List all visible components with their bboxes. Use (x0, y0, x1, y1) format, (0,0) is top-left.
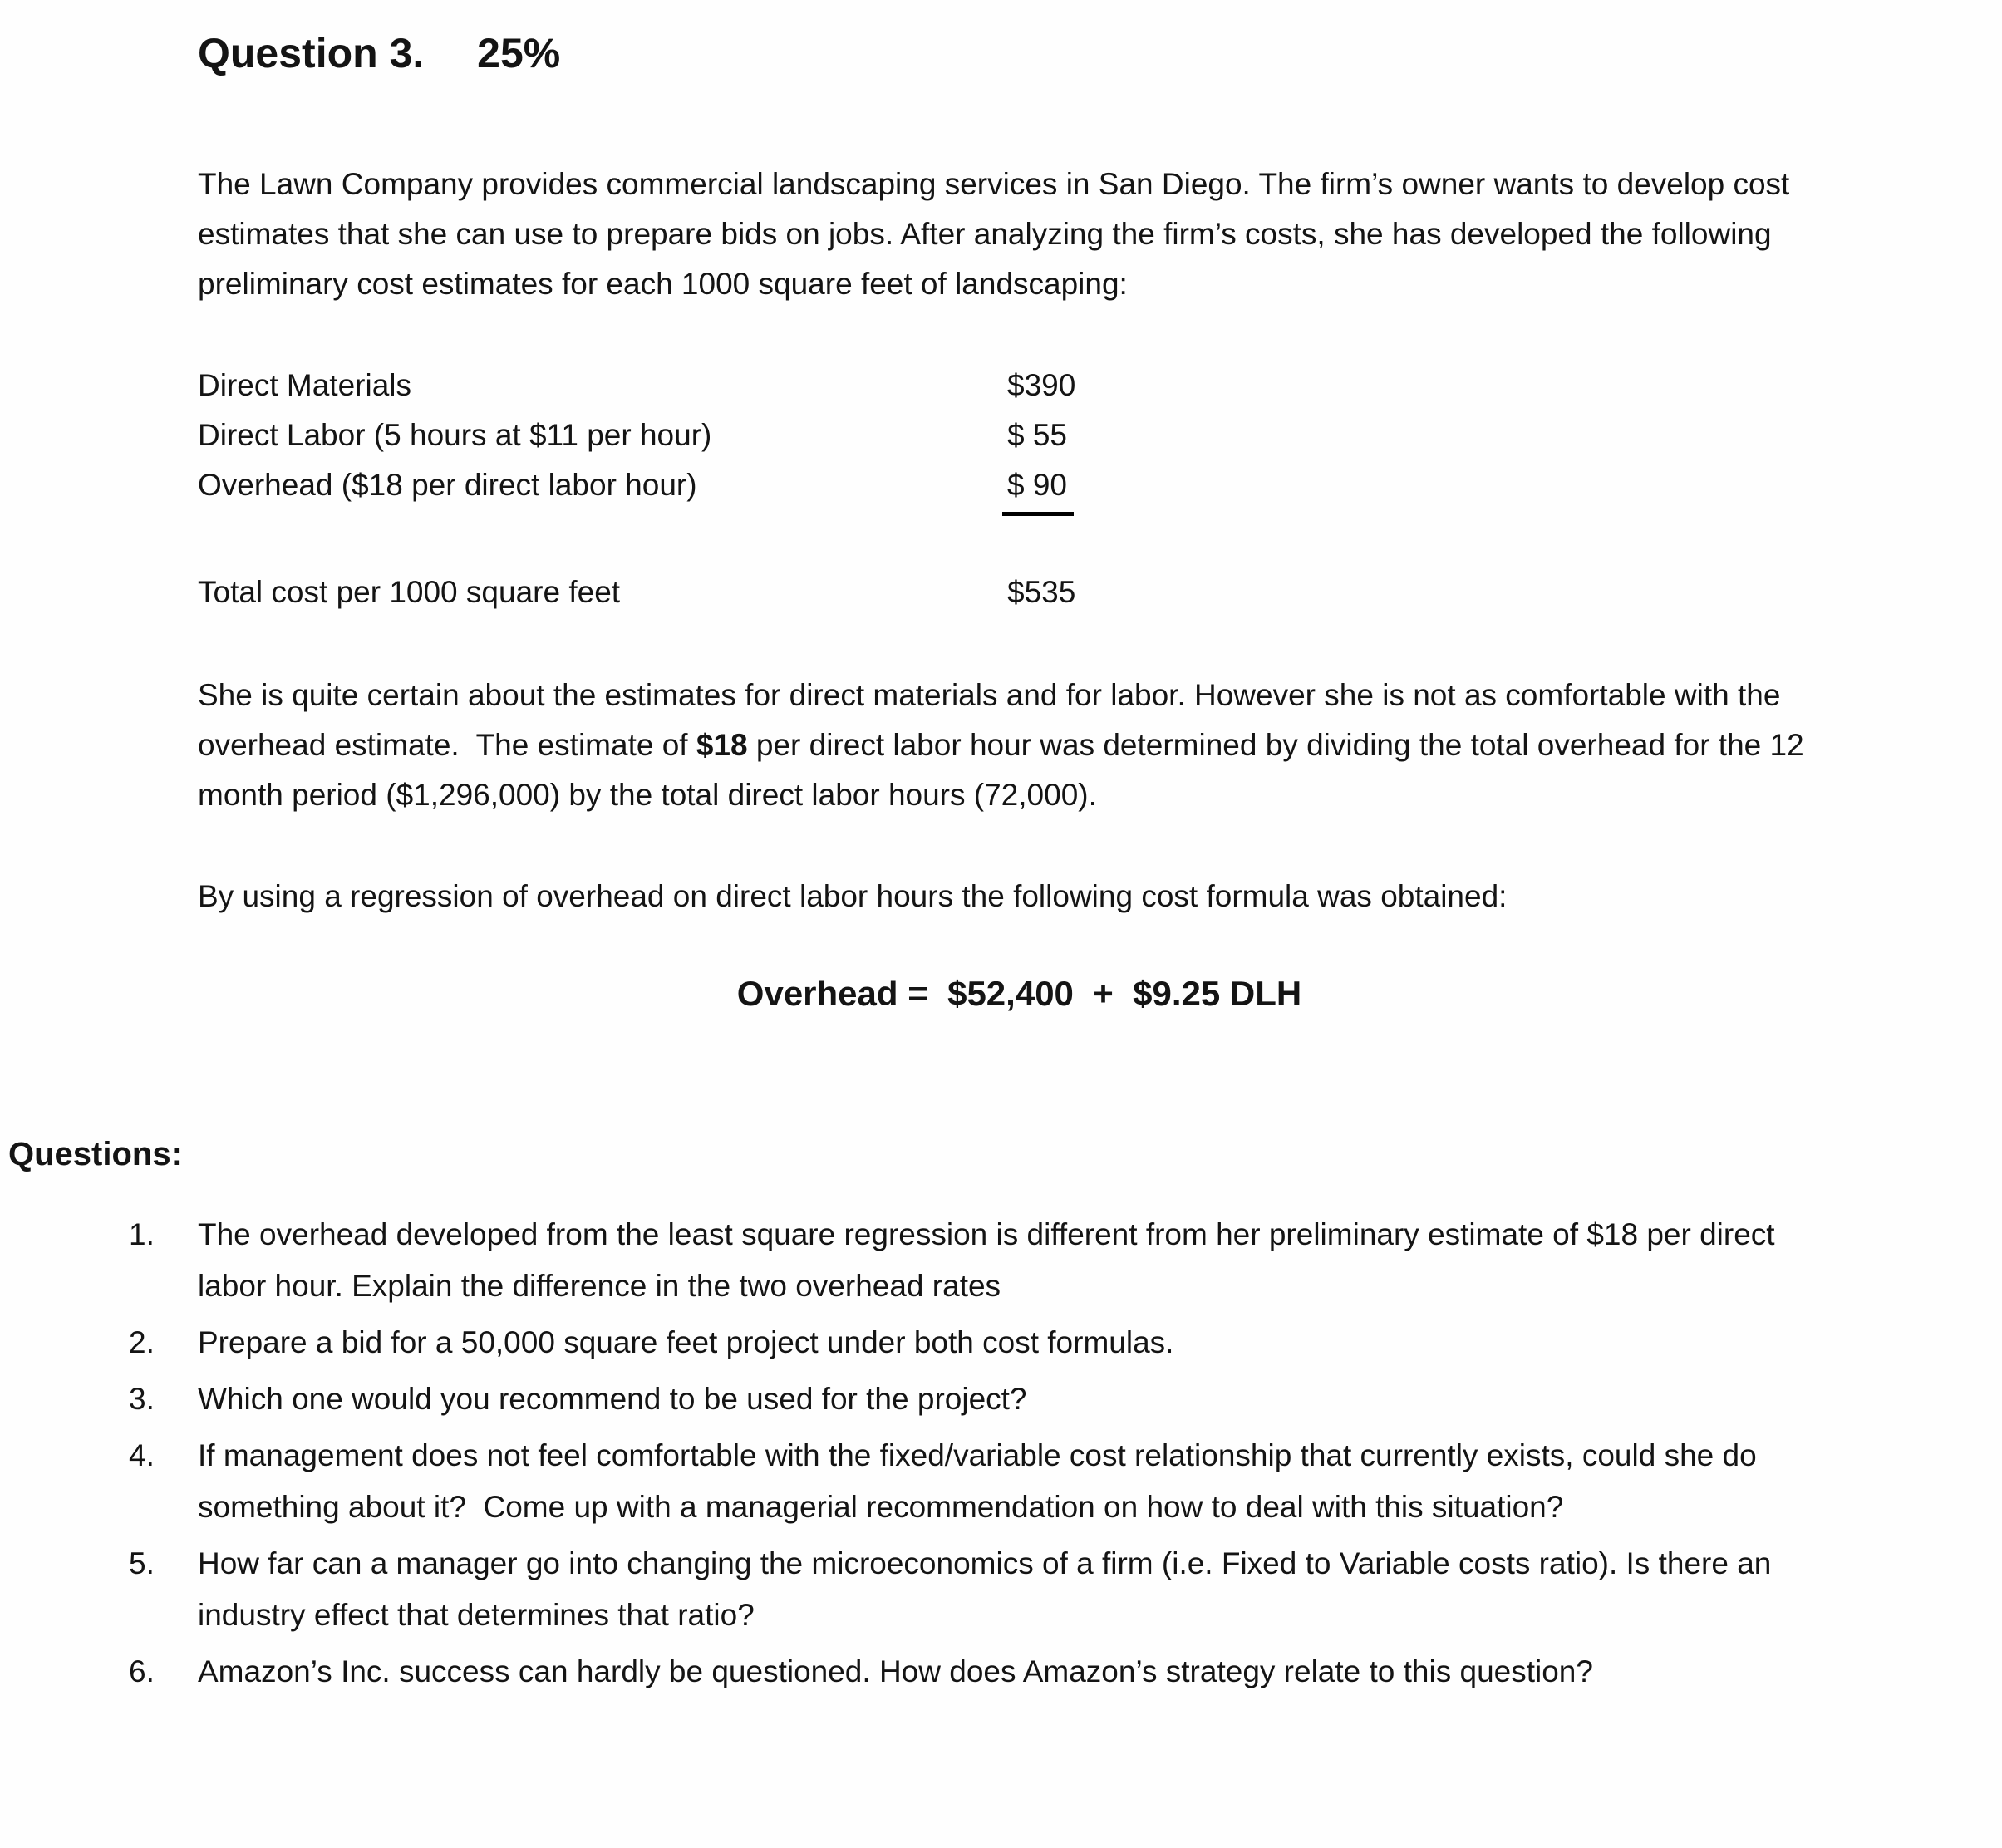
cost-row-value-underlined: $ 90 (1002, 460, 1074, 516)
question-title-text: Question 3. (198, 30, 425, 76)
estimate-text-before: She is quite certain about the estimates for direct materials and for labor. However she is not as comfortable with the overhead estimate. The estimate of (198, 678, 1789, 762)
question-text: If management does not feel comfortable with the fixed/variable cost relationship that currently exists, could she do something about it? Come up with a managerial recommendation on how to deal with this situation? (198, 1438, 1765, 1524)
question-number: 4. (129, 1438, 155, 1472)
list-item (129, 1646, 1841, 1698)
list-item (129, 1374, 1841, 1425)
question-number: 5. (129, 1546, 155, 1580)
page-title (198, 30, 1841, 76)
cost-row-label: Direct Labor (5 hours at $11 per hour) (198, 418, 712, 452)
table-total-row (198, 568, 1841, 617)
question-number: 2. (129, 1325, 155, 1359)
question-text: The overhead developed from the least square regression is different from her preliminary estimate of $18 per direct labor hour. Explain the difference in the two overhead rates (198, 1217, 1783, 1303)
question-text: How far can a manager go into changing the microeconomics of a firm (i.e. Fixed to Variable costs ratio). Is there an industry effect that determines that ratio? (198, 1546, 1780, 1632)
table-row (198, 361, 1841, 410)
total-row-value: $535 (1007, 575, 1076, 609)
cost-row-value: $ 55 (1007, 418, 1068, 452)
list-item (129, 1538, 1841, 1641)
questions-list (129, 1209, 1841, 1698)
table-row (198, 460, 1841, 516)
question-number: 3. (129, 1382, 155, 1416)
list-item (129, 1317, 1841, 1369)
cost-estimate-table (198, 361, 1841, 617)
cost-row-label: Direct Materials (198, 368, 411, 402)
cost-row-value: $390 (1007, 368, 1076, 402)
questions-heading: Questions: (8, 1136, 182, 1172)
regression-intro-paragraph: By using a regression of overhead on direct labor hours the following cost formula was obtained: (198, 879, 1508, 913)
question-weight: 25% (477, 30, 561, 76)
question-number: 1. (129, 1217, 155, 1251)
estimate-paragraph (198, 671, 1841, 820)
document-content (8, 30, 1841, 1703)
overhead-cost-formula: Overhead = $52,400 + $9.25 DLH (736, 974, 1302, 1013)
list-item (129, 1430, 1841, 1533)
question-text: Amazon’s Inc. success can hardly be questioned. How does Amazon’s strategy relate to this question? (198, 1654, 1593, 1688)
bold-rate-value: $18 (696, 728, 748, 762)
table-row (198, 410, 1841, 460)
cost-row-label: Overhead ($18 per direct labor hour) (198, 468, 697, 502)
question-text: Which one would you recommend to be used for the project? (198, 1382, 1027, 1416)
total-row-label: Total cost per 1000 square feet (198, 575, 621, 609)
question-text: Prepare a bid for a 50,000 square feet project under both cost formulas. (198, 1325, 1174, 1359)
estimate-text-after: per direct labor hour was determined by dividing the total overhead for the 12 month period ($1,296,000) by the total direct labor hours (72,000). (198, 728, 1813, 812)
list-item (129, 1209, 1841, 1312)
question-number: 6. (129, 1654, 155, 1688)
intro-paragraph: The Lawn Company provides commercial landscaping services in San Diego. The firm’s owner wants to develop cost estimates that she can use to prepare bids on jobs. After analyzing the firm’s costs, she has developed the following preliminary cost estimates for each 1000 square feet of landscaping: (198, 167, 1798, 301)
